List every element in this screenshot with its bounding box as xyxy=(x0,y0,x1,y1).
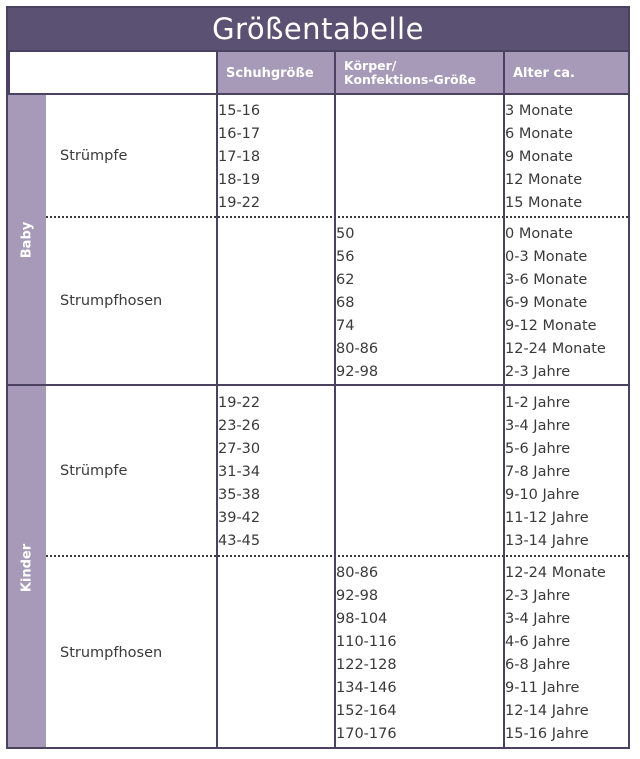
age-value: 12 Monate xyxy=(505,172,583,188)
age-column xyxy=(505,100,582,215)
shoe-size: 18-19 xyxy=(218,172,261,188)
shoe-size: 19-22 xyxy=(218,195,261,211)
shoe-size: 35-38 xyxy=(218,487,261,503)
shoe-size: 27-30 xyxy=(218,441,261,457)
header-shoe-size: Schuhgröße xyxy=(218,52,334,94)
body-size: 134-146 xyxy=(336,680,397,696)
body-size: 80-86 xyxy=(336,341,379,357)
age-value: 12-24 Monate xyxy=(505,341,606,357)
body-size: 50 xyxy=(336,226,355,242)
dotted-divider xyxy=(46,555,628,557)
body-size: 74 xyxy=(336,318,355,334)
body-size: 98-104 xyxy=(336,611,388,627)
shoe-size: 43-45 xyxy=(218,533,261,549)
body-size-column xyxy=(336,223,378,384)
body-size: 80-86 xyxy=(336,565,379,581)
age-value: 11-12 Jahre xyxy=(505,510,589,526)
body-size: 170-176 xyxy=(336,726,397,742)
section-label: Strümpfe xyxy=(60,147,128,164)
age-value: 9 Monate xyxy=(505,149,573,165)
column-divider xyxy=(503,52,505,749)
age-value: 2-3 Jahre xyxy=(505,588,571,604)
age-value: 9-12 Monate xyxy=(505,318,597,334)
age-value: 12-14 Jahre xyxy=(505,703,589,719)
header-body-size xyxy=(336,52,503,94)
age-value: 3 Monate xyxy=(505,103,573,119)
age-value: 9-10 Jahre xyxy=(505,487,580,503)
dotted-divider xyxy=(46,216,628,218)
age-value: 0 Monate xyxy=(505,226,573,242)
body-size: 122-128 xyxy=(336,657,397,673)
body-size: 110-116 xyxy=(336,634,397,650)
shoe-size: 31-34 xyxy=(218,464,261,480)
shoe-size: 23-26 xyxy=(218,418,261,434)
section-label: Strümpfe xyxy=(60,463,128,479)
size-chart xyxy=(6,6,630,749)
body-size-column xyxy=(336,562,397,746)
group-label: Baby xyxy=(19,221,35,258)
shoe-size: 17-18 xyxy=(218,149,261,165)
group-label: Kinder xyxy=(19,543,35,592)
shoe-size-column xyxy=(218,100,260,215)
header-age: Alter ca. xyxy=(505,52,628,94)
age-value: 4-6 Jahre xyxy=(505,634,571,650)
column-divider xyxy=(334,52,336,749)
age-value: 6-9 Monate xyxy=(505,295,588,311)
age-value: 2-3 Jahre xyxy=(505,364,571,380)
age-value: 3-4 Jahre xyxy=(505,611,571,627)
chart-title: Größentabelle xyxy=(8,8,628,50)
age-value: 3-6 Monate xyxy=(505,272,588,288)
section-label: Strumpfhosen xyxy=(60,644,163,661)
age-value: 6 Monate xyxy=(505,126,573,142)
body-size: 62 xyxy=(336,272,355,288)
age-value: 0-3 Monate xyxy=(505,249,588,265)
age-column xyxy=(505,392,589,553)
title-divider xyxy=(8,50,628,52)
age-value: 1-2 Jahre xyxy=(505,395,571,411)
age-value: 7-8 Jahre xyxy=(505,464,571,480)
body-size: 56 xyxy=(336,249,355,265)
body-size: 92-98 xyxy=(336,364,379,380)
shoe-size: 39-42 xyxy=(218,510,261,526)
age-value: 5-6 Jahre xyxy=(505,441,571,457)
header-left-edge xyxy=(8,52,10,94)
age-value: 6-8 Jahre xyxy=(505,657,571,673)
header-blank-cell xyxy=(8,52,216,94)
shoe-size: 19-22 xyxy=(218,395,261,411)
age-value: 3-4 Jahre xyxy=(505,418,571,434)
shoe-size: 16-17 xyxy=(218,126,261,142)
header-body-size-line2: Konfektions-Größe xyxy=(344,72,477,87)
age-column xyxy=(505,223,606,384)
header-body-size-line1: Körper/ xyxy=(344,58,397,73)
section-label: Strumpfhosen xyxy=(60,293,163,309)
header-divider xyxy=(8,93,628,95)
body-size: 68 xyxy=(336,295,355,311)
age-value: 9-11 Jahre xyxy=(505,680,580,696)
age-value: 15-16 Jahre xyxy=(505,726,589,742)
age-value: 12-24 Monate xyxy=(505,565,606,581)
shoe-size-column xyxy=(218,392,260,553)
body-size: 92-98 xyxy=(336,588,379,604)
group-divider xyxy=(8,384,628,386)
column-divider xyxy=(216,52,218,749)
age-value: 15 Monate xyxy=(505,195,583,211)
shoe-size: 15-16 xyxy=(218,103,261,119)
body-size: 152-164 xyxy=(336,703,397,719)
age-value: 13-14 Jahre xyxy=(505,533,589,549)
age-column xyxy=(505,562,606,746)
